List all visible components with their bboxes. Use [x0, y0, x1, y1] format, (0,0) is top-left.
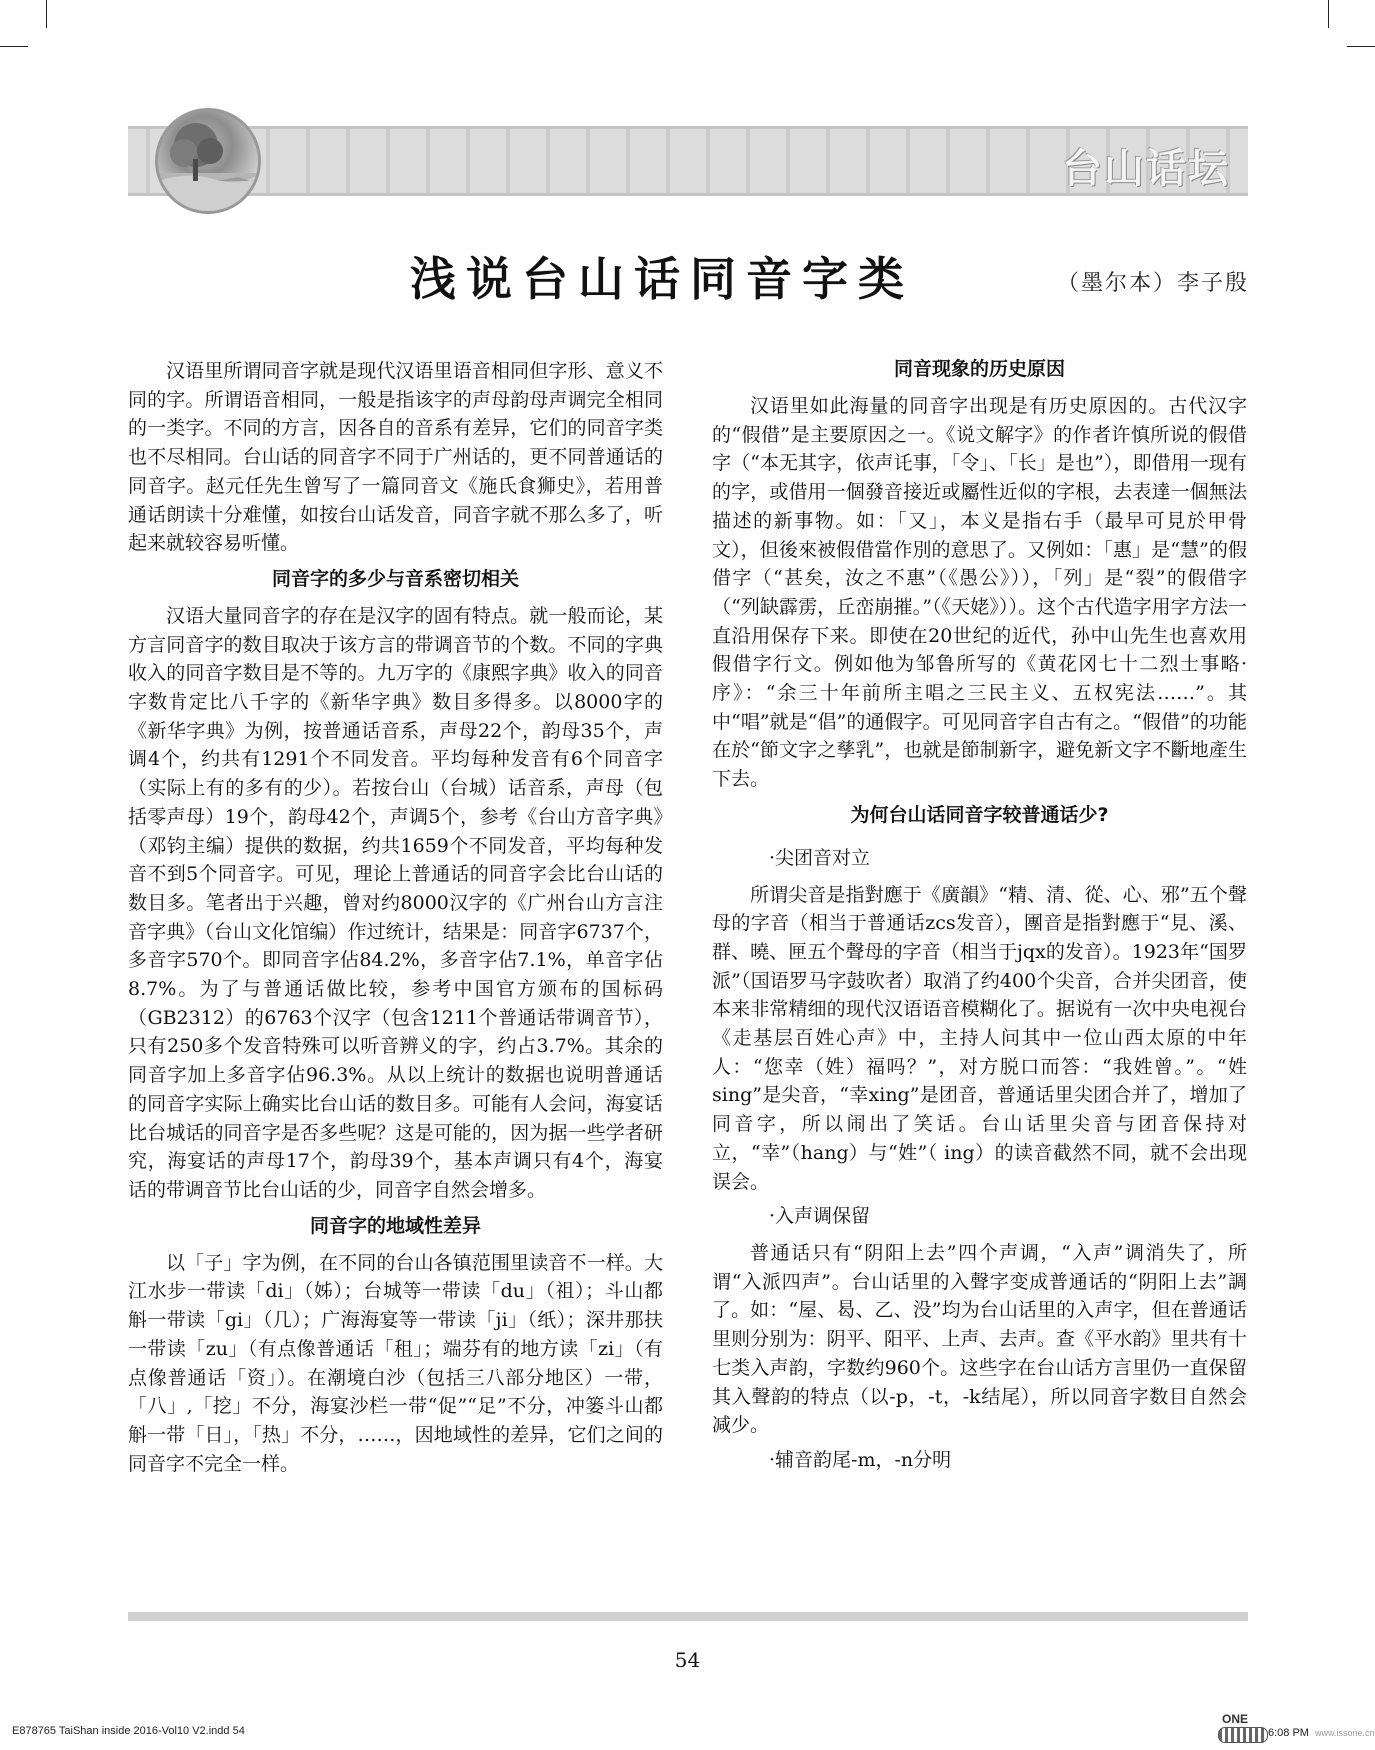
right-column: [712, 357, 1247, 1483]
bullet-subheading: ·入声调保留: [769, 1205, 871, 1228]
footer-rule: [128, 1612, 1248, 1621]
intro-paragraph: 汉语里所谓同音字就是现代汉语里语音相同但字形、意义不同的字。所谓语音相同，一般是指该字的声母韵母声调完全相同的一类字。不同的方言，因各自的音系有差异，它们的同音字类也不尽相同。台山话的同音字不同于广州话的，更不同普通话的同音字。赵元任先生曾写了一篇同音文《施氏食狮史》，若用普通话朗读十分难懂，如按台山话发音，同音字就不那么多了，听起来就较容易听懂。: [128, 360, 663, 555]
crop-mark: [1347, 46, 1375, 47]
page-number: 54: [674, 1648, 701, 1672]
logo-emblem-icon: [1218, 1727, 1268, 1743]
crop-mark: [46, 0, 47, 28]
watermark: www.issone.cn: [1315, 1728, 1375, 1738]
body-paragraph: 所谓尖音是指對應于《廣韻》“精、清、從、心、邪”五个聲母的字音（相当于普通话zcs发音），團音是指對應于“見、溪、群、曉、匣五个聲母的字音（相当于jqx的发音）。1923年“国罗派”（国语罗马字鼓吹者）取消了约400个尖音，合并尖团音，使本来非常精细的现代汉语语音模糊化了。据说有一次中央电视台《走基层百姓心声》中，主持人问其中一位山西太原的中年人：“您幸（姓）福吗？”，对方脱口而答：“我姓曾。”。“姓sing”是尖音，“幸xing”是团音，普通话里尖团合并了，增加了同音字，所以闹出了笑话。台山话里尖音与团音保持对立，“幸”（hang）与“姓”（ ing）的读音截然不同，就不会出现误会。: [712, 883, 1247, 1193]
landscape-medallion-image: [155, 108, 261, 214]
bullet-subheading: ·辅音韵尾-m，-n分明: [769, 1448, 952, 1471]
left-column: [128, 357, 663, 1478]
section-heading: 为何台山话同音字较普通话少?: [850, 803, 1109, 826]
print-slug: E878765 TaiShan inside 2016-Vol10 V2.indd 54: [12, 1725, 245, 1737]
crop-mark: [1328, 0, 1329, 28]
section-banner: [128, 126, 1248, 196]
body-paragraph: 以「子」字为例，在不同的台山各镇范围里读音不一样。大江水步一带读「di」（姊）；台城等一带读「du」（祖）；斗山都斛一带读「gi」（几）；广海海宴等一带读「ji」（纸）；深井那扶一带读「zu」（有点像普通话「租」；端芬有的地方读「zi」（有点像普通话「资」）。在潮境白沙（包括三八部分地区）一带，「八」,「挖」不分，海宴沙栏一带“促”“足”不分，冲篓斗山都斛一带「日」，「热」不分，……，因地域性的差异，它们之间的同音字不完全一样。: [128, 1251, 663, 1475]
section-heading: 同音字的多少与音系密切相关: [271, 567, 519, 590]
bullet-subheading: ·尖团音对立: [769, 846, 871, 869]
body-paragraph: 汉语大量同音字的存在是汉字的固有特点。就一般而论，某方言同音字的数目取决于该方言的带调音节的个数。不同的字典收入的同音字数目是不等的。九万字的《康熙字典》收入的同音字数肯定比八千字的《新华字典》数目多得多。以8000字的《新华字典》为例，按普通话音系，声母22个，韵母35个，声调4个，约共有1291个不同发音。平均每种发音有6个同音字（实际上有的多有的少）。若按台山（台城）话音系，声母（包括零声母）19个，韵母42个，声调5个，参考《台山方音字典》（邓钧主编）提供的数据，约共1659个不同发音，平均每种发音不到5个同音字。可见，理论上普通话的同音字会比台山话的数目多。笔者出于兴趣，曾对约8000汉字的《广州台山方言注音字典》（台山文化馆编）作过统计，结果是：同音字6737个，多音字570个。即同音字佔84.2%，多音字佔7.1%，单音字佔8.7%。为了与普通话做比较，参考中国官方颁布的国标码（GB2312）的6763个汉字（包含1211个普通话带调音节），只有250多个发音特殊可以听音辨义的字，约占3.7%。其余的同音字加上多音字佔96.3%。从以上统计的数据也说明普通话的同音字实际上确实比台山话的数目多。可能有人会问，海宴话比台城话的同音字是否多些呢？这是可能的，因为据一些学者研究，海宴话的声母17个，韵母39个，基本声调只有4个，海宴话的带调音节比台山话的少，同音字自然会增多。: [128, 604, 663, 1201]
crop-mark: [0, 46, 28, 47]
article-author: （墨尔本）李子殷: [1056, 271, 1249, 296]
section-heading: 同音现象的历史原因: [893, 358, 1065, 380]
section-title: 台山话坛: [1062, 146, 1230, 192]
site-logo: ONE: [1222, 1712, 1249, 1726]
body-paragraph: 汉语里如此海量的同音字出现是有历史原因的。古代汉字的“假借”是主要原因之一。《说文解字》的作者许慎所说的假借字（“本无其字，依声讬事，「令」、「长」是也”），即借用一现有的字，或借用一個發音接近或屬性近似的字根，去表達一個無法描述的新事物。如：「又」，本义是指右手（最早可見於甲骨文），但後來被假借當作別的意思了。又例如：「惠」是“慧”的假借字（“甚矣，汝之不惠”（《愚公》）），「列」是“裂”的假借字（“列缺霹雳，丘峦崩摧。”（《天姥》））。这个古代造字用字方法一直沿用保存下来。即使在20世纪的近代，孙中山先生也喜欢用假借字行文。例如他为邹鲁所写的《黄花冈七十二烈士事略·序》：“余三十年前所主唱之三民主义、五权宪法……”。其中“唱”就是“倡”的通假字。可见同音字自古有之。“假借”的功能在於“節文字之孳乳”，也就是節制新字，避免新文字不斷地產生下去。: [712, 395, 1247, 791]
print-time: 6:08 PM: [1268, 1727, 1309, 1739]
tree-landscape-icon: [158, 111, 258, 211]
section-heading: 同音字的地域性差异: [309, 1214, 481, 1237]
body-paragraph: 普通话只有“阴阳上去”四个声调，“入声”调消失了，所谓“入派四声”。台山话里的入聲字变成普通话的“阴阳上去”調了。如：“屋、曷、乙、没”均为台山话里的入声字，但在普通话里则分别为：阴平、阳平、上声、去声。查《平水韵》里共有十七类入声韵，字数约960个。这些字在台山话方言里仍一直保留其入聲韵的特点（以-p，-t，-k结尾），所以同音字数目自然会减少。: [712, 1241, 1247, 1437]
article-title: 浅说台山话同音字类: [410, 252, 914, 306]
